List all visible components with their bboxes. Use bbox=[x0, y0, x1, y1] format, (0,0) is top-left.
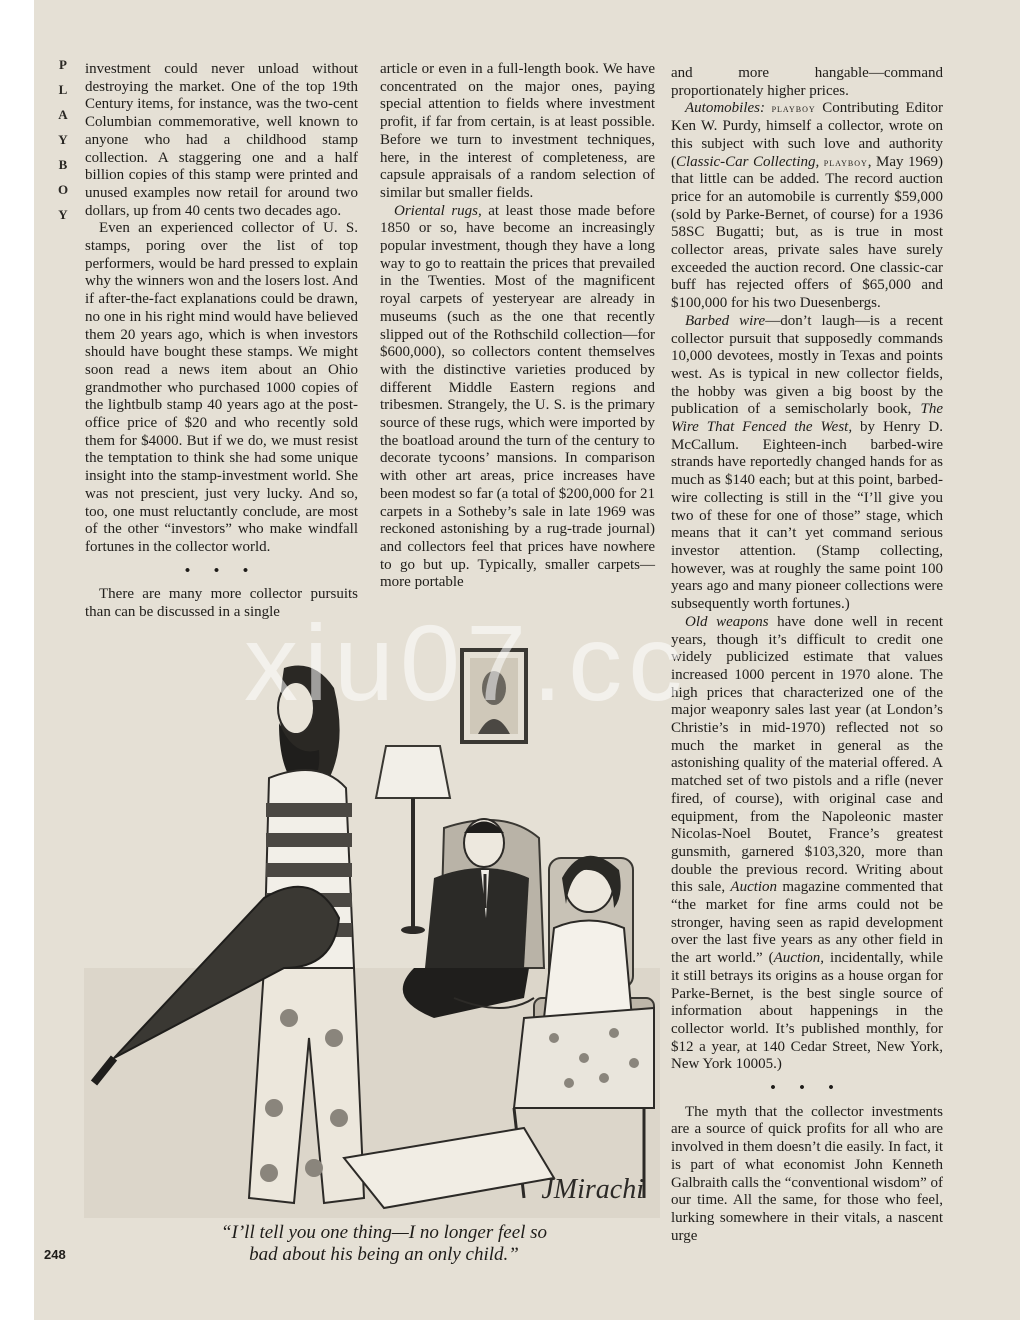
paragraph: There are many more collector pursuits than can be discussed in a single bbox=[85, 586, 358, 621]
paragraph bbox=[671, 100, 943, 312]
caption-line: “I’ll tell you one thing—I no longer feel so bbox=[220, 1222, 548, 1243]
side-letter: A bbox=[58, 107, 68, 122]
section-break: • • • bbox=[184, 562, 259, 579]
paragraph: and more hangable—command proportionately higher prices. bbox=[671, 65, 943, 99]
paragraph bbox=[380, 203, 655, 592]
side-letter: B bbox=[58, 157, 68, 172]
column-2 bbox=[380, 61, 655, 592]
side-letter: Y bbox=[58, 132, 68, 147]
paragraph-text: incidentally, while it still betrays its origins as a house organ for Parke-Bernet, is the best single source of information about happenings in the collector world. It’s published monthly, for $12 a year, at 140 Cedar Street, New York, New York 10005.) bbox=[671, 950, 943, 1073]
paragraph-text: magazine commented that “the market for fine arms could not be stronger, having seen as rapid development over the last five years as any other field in the art world.” ( bbox=[671, 879, 943, 967]
topic-lead: Old weapons bbox=[685, 613, 769, 630]
watermark: xiu07.cc bbox=[244, 602, 689, 723]
paragraph bbox=[671, 313, 943, 614]
caption-line: bad about his being an only child.” bbox=[249, 1244, 519, 1265]
paragraph bbox=[671, 614, 943, 1074]
framed-portrait bbox=[462, 650, 526, 742]
paragraph-text: at least those made before 1850 or so, have become an increasingly popular investment, though they have a long way to go to reattain the prices that prevailed in the Twenties. Most of the magnificent royal carpets of yesteryear are already in museums (such as the one that recently slipped out of the Rothschild collection—for $600,000), so collectors content themselves with the distinctive varieties produced by different Middle Eastern regions and tribesmen. Strangely, the U. S. is the primary source of these rugs, which were imported by the boatload around the turn of the century to decorate tycoons’ mansions. In comparison with other art areas, price increases have been modest so far (a total of $200,000 for 21 carpets in a Sotheby’s sale in late 1969 was reckoned astonishing by a rug-trade journal) and collectors feel that prices have nowhere to go but up. Typically, smaller carpets—more portable bbox=[380, 202, 655, 591]
paragraph-text: by Henry D. McCallum. Eighteen-inch barbed-wire strands have reportedly changed hands for as much as $140 each; but at this point, barbed-wire collecting is still in the “I’ll give you two of these for one of those” stage, which means that it can’t yet command serious investor attention. (Stamp collecting, however, was at roughly the same point 100 years ago and many pioneer collections were subsequently worth fortunes.) bbox=[671, 419, 943, 613]
paragraph: investment could never unload without destroying the market. One of the top 19th Century items, for instance, was the two-cent Columbian commemorative, well known to anyone who had a childhood stamp collection. A staggering one and a half billion copies of this stamp were printed and unused examples now retail for around two dollars, up from 40 cents two decades ago. bbox=[85, 61, 358, 219]
page-number: 248 bbox=[44, 1247, 66, 1262]
column-3 bbox=[671, 65, 943, 1245]
magazine-name-inline: playboy bbox=[771, 101, 816, 116]
side-letter: L bbox=[58, 82, 68, 97]
book-title: The Wire That Fenced the West, bbox=[671, 401, 943, 436]
magazine-name-vertical bbox=[52, 52, 74, 227]
paragraph-text: have done well in recent years, though it’s difficult to credit one widely publicized estimate that values increased 1000 percent in 1970 alone. The high prices that characterized one of the major weaponry sales last year (at London’s Christie’s in mid-1970) reflected not so much the market in general as the astonishing quality of the material offered. A matched set of two pistols and a rifle (never fired, of course), with original case and equipment, from the Napoleonic master Nicolas-Noel Boutet, France’s greatest gunsmith, garnered $103,320, more than double the previous record. Writing about this sale, bbox=[671, 613, 944, 896]
magazine-name-inline: playboy bbox=[823, 154, 868, 169]
side-letter: O bbox=[57, 182, 69, 197]
cartoon-caption bbox=[144, 1222, 624, 1266]
magazine-page bbox=[34, 0, 1020, 1320]
side-letter: P bbox=[59, 57, 67, 72]
paragraph-text bbox=[765, 100, 772, 116]
paragraph: article or even in a full-length book. We have concentrated on the major ones, paying special attention to fields where investment profit, if far from certain, is at least possible. Before we turn to investment techniques, here, in the interest of completeness, are capsule appraisals of a random selection of similar but smaller fields. bbox=[380, 61, 655, 201]
topic-lead: Automobiles: bbox=[685, 100, 765, 117]
paragraph-text: Contributing Editor Ken W. Purdy, himself a collector, wrote on this subject with such love and authority ( bbox=[671, 100, 943, 170]
column-1 bbox=[85, 61, 358, 622]
artist-signature: JMirachi bbox=[541, 1174, 644, 1205]
topic-lead: Barbed wire bbox=[685, 312, 766, 329]
side-letter: Y bbox=[58, 207, 68, 222]
section-break: • • • bbox=[770, 1080, 844, 1097]
paragraph-text: —don’t laugh—is a recent collector pursuit that supposedly commands 10,000 devotees, mostly in Texas and points west. As is typical in new collector fields, the hobby was given a big boost by the publication of a semischolarly book, bbox=[671, 312, 943, 418]
cartoon-illustration bbox=[84, 638, 660, 1218]
article-title: Classic-Car Collecting, bbox=[676, 153, 820, 170]
paragraph-text: , May 1969) that little can be added. The record auction price for an automobile is currently $59,000 (sold by Parke-Bernet, of course) for a 1936 58SC Bugatti; but, as is true in most collector areas, private sales have surely exceeded the auction record. One classic-car buff has rejected offers of $65,000 and $100,000 for his two Duesenbergs. bbox=[671, 153, 944, 312]
paragraph: Even an experienced collector of U. S. stamps, poring over the list of top performers, would be hard pressed to explain why the winners won and the losers lost. And if after-the-fact explanations could be drawn, no one in his right mind would have believed them 20 years ago, which is when investors should have bought these stamps. We might soon read a news item about an Ohio grandmother who purchased 1000 copies of the lightbulb stamp 40 years ago at the post-office price of $20 and who recently sold them for $4000. But if we do, we must resist the temptation to think she had some unique insight into the stamp-investment world. She was not prescient, just very lucky. And so, too, one must reluctantly conclude, are most of the other “investors” who make windfall fortunes in the collector world. bbox=[85, 220, 358, 555]
magazine-title: Auction, bbox=[773, 950, 825, 967]
topic-lead: Oriental rugs, bbox=[394, 202, 482, 219]
paragraph: The myth that the collector investments are a source of quick profits for all who are involved in them doesn’t die easily. In fact, it is part of what economist John Kenneth Galbraith calls the “conventional wisdom” of our time. All the same, for those who feel, lurking somewhere in their vitals, a nascent urge bbox=[671, 1103, 943, 1244]
magazine-title: Auction bbox=[730, 879, 778, 896]
